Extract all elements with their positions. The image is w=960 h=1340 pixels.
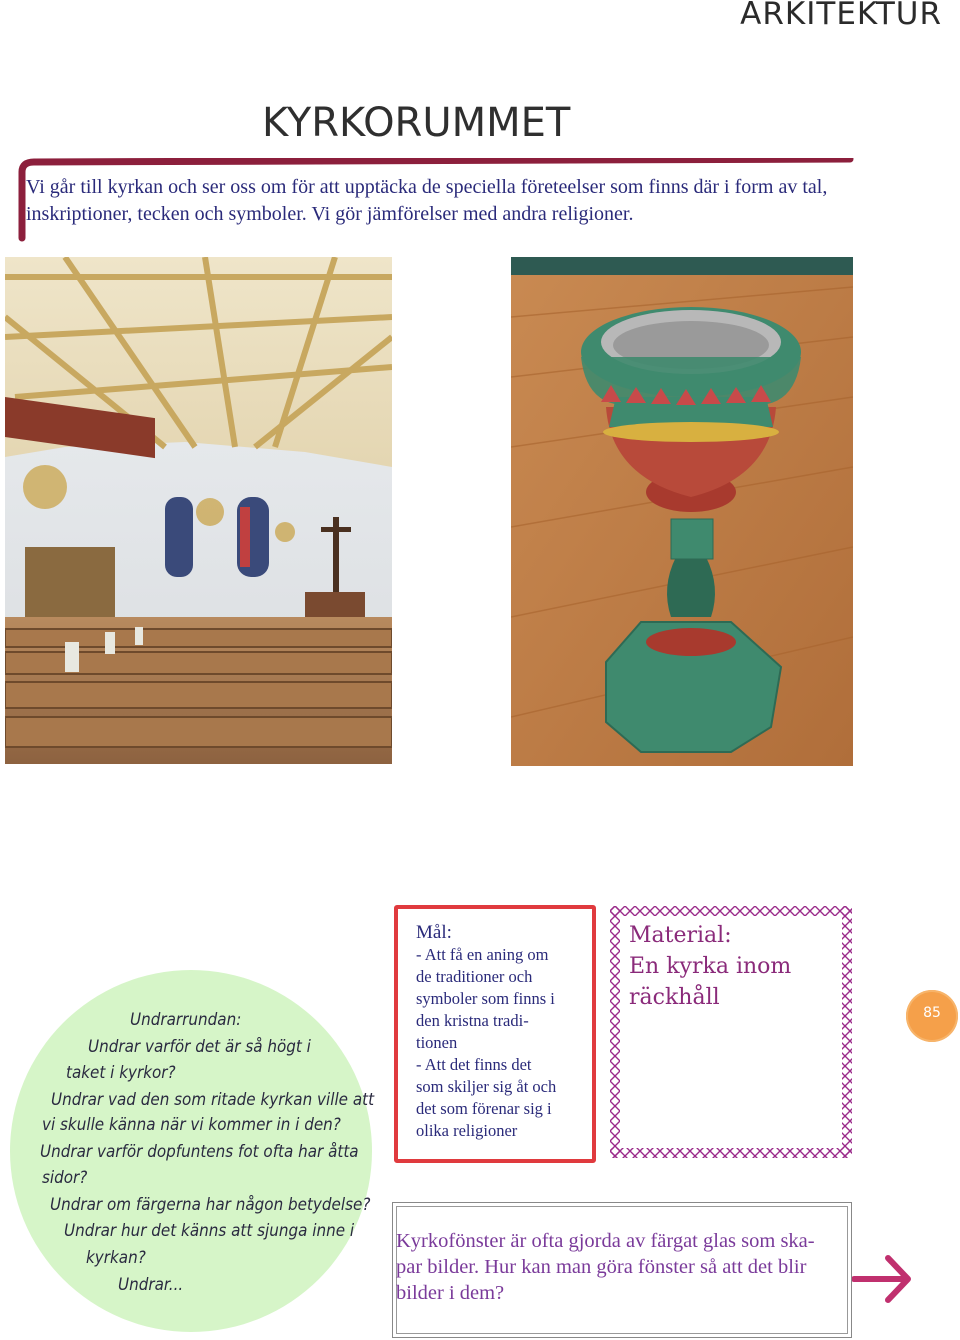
page-title: KYRKORUMMET [262, 100, 571, 146]
goal-line: den kristna tradi- [416, 1011, 529, 1030]
wonder-heading: Undrarrundan: [130, 1010, 242, 1029]
wonder-line: Undrar om färgerna har någon betydelse? [50, 1195, 371, 1214]
material-heading: Material: [629, 923, 732, 948]
goal-heading: Mål: [416, 922, 452, 943]
window-question-line: bilder i dem? [396, 1282, 505, 1304]
window-question-text [396, 1228, 848, 1306]
goal-line: de traditioner och [416, 967, 533, 986]
goal-line: symboler som finns i [416, 989, 555, 1008]
material-line: En kyrka inom [629, 954, 792, 979]
goal-text [416, 922, 586, 1142]
wonder-line: Undrar varför det är så högt i [88, 1037, 311, 1056]
goal-line: olika religioner [416, 1121, 518, 1140]
wonder-line: Undrar hur det känns att sjunga inne i [64, 1221, 355, 1240]
section-label: ARKITEKTUR [740, 0, 942, 32]
church-interior-photo [5, 257, 392, 764]
wonder-line: taket i kyrkor? [66, 1063, 176, 1082]
goal-line: - Att få en aning om [416, 945, 549, 964]
page-number-badge: 85 [906, 990, 958, 1042]
arrow-right-icon[interactable] [852, 1252, 914, 1306]
window-question-line: Kyrkofönster är ofta gjorda av färgat glas som ska- [396, 1230, 815, 1252]
material-text [629, 920, 839, 1013]
goal-line: som skiljer sig åt och [416, 1077, 557, 1096]
goal-line: det som förenar sig i [416, 1099, 552, 1118]
wonder-line: Undrar... [118, 1275, 184, 1294]
wonder-line: sidor? [42, 1168, 88, 1187]
goal-line: - Att det finns det [416, 1055, 532, 1074]
wonder-line: vi skulle känna när vi kommer in i den? [42, 1115, 341, 1134]
goal-line: tionen [416, 1033, 458, 1052]
intro-paragraph: Vi går till kyrkan och ser oss om för att upptäcka de speciella företeelser som finns där i form av tal, inskriptioner, tecken och symboler. Vi gör jämförelser med andra religioner. [26, 176, 828, 225]
material-line: räckhåll [629, 985, 720, 1010]
wonder-line: Undrar varför dopfuntens fot ofta har åtta [40, 1142, 359, 1161]
wonder-line: kyrkan? [86, 1248, 146, 1267]
window-question-line: par bilder. Hur kan man göra fönster så att det blir [396, 1256, 807, 1278]
baptismal-font-photo [511, 257, 853, 766]
wonder-line: Undrar vad den som ritade kyrkan ville att [51, 1090, 375, 1109]
